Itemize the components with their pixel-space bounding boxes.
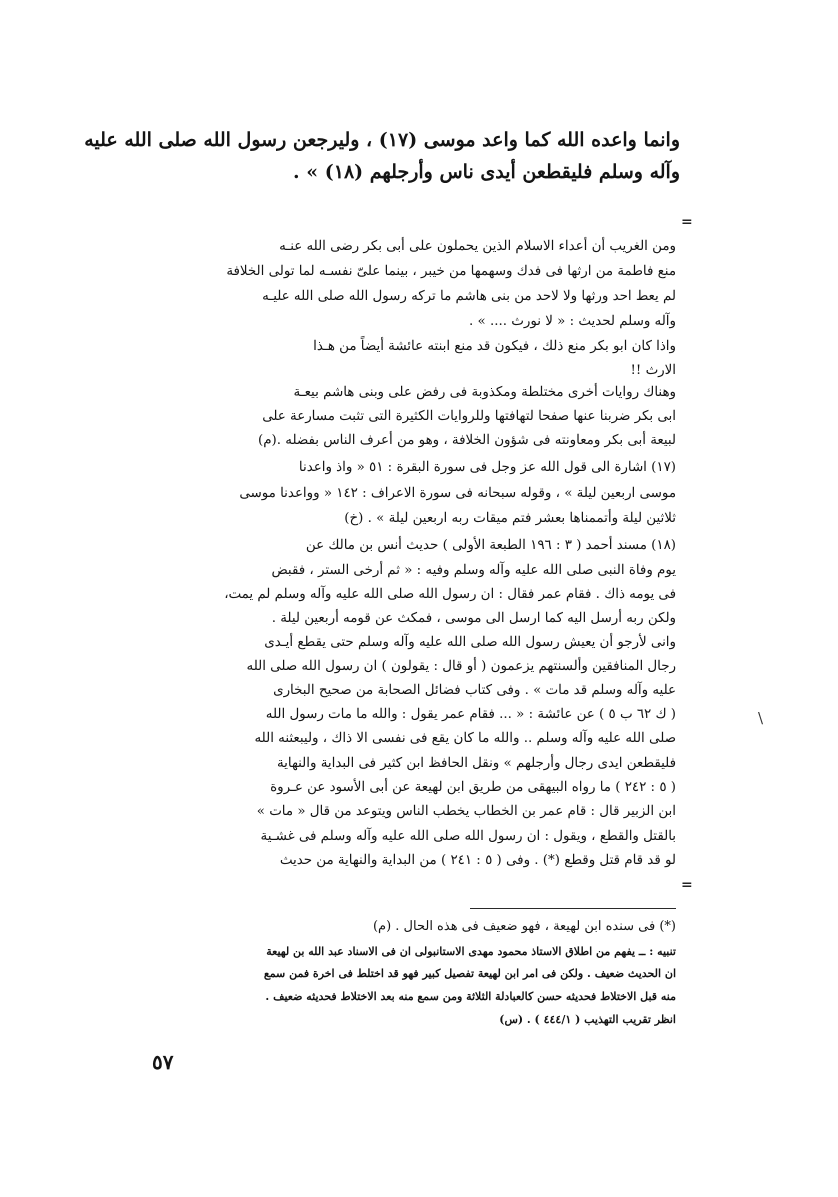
editor-note-line: منه قبل الاختلاط فحديثه حسن كالعبادلة الثلاثة ومن سمع منه بعد الاختلاط فحديثه ضعيف .: [265, 990, 676, 1003]
footnote-17-line: ثلاثين ليلة وأتممناها بعشر فتم ميقات ربه اربعين ليلة » . (خ): [344, 511, 676, 526]
footnote-17-line: (١٧) اشارة الى قول الله عز وجل فى سورة البقرة : ٥١ « واذ واعدنا: [298, 460, 676, 475]
quote-line: وانما واعده الله كما واعد موسى (١٧) ، وليرجعن رسول الله صلى الله عليه: [84, 129, 680, 151]
footnote-18-line: فليقطعن ايدى رجال وأرجلهم » ونقل الحافظ ابن كثير فى البداية والنهاية: [276, 756, 676, 771]
footnote-18-line: ( ك ٦٢ ب ٥ ) عن عائشة : « ... فقام عمر يقول : والله ما مات رسول الله: [265, 707, 676, 722]
footnote-18-line: (١٨) مسند أحمد ( ٣ : ١٩٦ الطبعة الأولى ) حديث أنس بن مالك عن: [305, 538, 676, 553]
body-line: الارث !!: [630, 363, 676, 378]
footnote-18-line: ولكن ربه أرسل اليه كما ارسل الى موسى ، فمكث عن قومه أربعين ليلة .: [271, 611, 676, 626]
body-line: منع فاطمة من ارثها فى فدك وسهمها من خيبر ، بينما علىّ نفسـه لما تولى الخلافة: [226, 264, 676, 279]
footnote-18-line: رجال المنافقين وألسنتهم يزعمون ( أو قال : يقولون ) ان رسول الله صلى الله: [246, 659, 676, 674]
body-line: لم يعط احد ورثها ولا لاحد من بنى هاشم ما تركه رسول الله صلى الله عليـه: [262, 289, 676, 304]
body-line: واذا كان ابو بكر منع ذلك ، فيكون قد منع ابنته عائشة أيضاً من هـذا: [313, 339, 676, 354]
body-line: ابى بكر ضربنا عنها صفحا لتهافتها وللروايات الكثيرة التى تثبت مسارعة على: [262, 409, 676, 424]
section-end-marker: =: [681, 877, 693, 893]
editor-note-line: انظر تقريب التهذيب ( ٤٤٤/١ ) . (س): [499, 1013, 676, 1026]
quote-line: وآله وسلم فليقطعن أيدى ناس وأرجلهم (١٨) » .: [293, 161, 680, 183]
footnote-18-line: ( ٥ : ٢٤٢ ) ما رواه البيهقى من طريق ابن لهيعة عن أبى الأسود عن عـروة: [270, 780, 676, 795]
footnote-separator: [470, 908, 676, 909]
footnote-18-line: وانى لأرجو أن يعيش رسول الله صلى الله عليه وآله وسلم حتى يقطع أيـدى: [264, 635, 676, 650]
footnote-asterisk: (*) فى سنده ابن لهيعة ، فهو ضعيف فى هذه الحال . (م): [372, 919, 676, 934]
footnote-18-line: يوم وفاة النبى صلى الله عليه وآله وسلم وفيه : « ثم أرخى الستر ، فقبض: [271, 563, 676, 578]
footnote-17-line: موسى اربعين ليلة » ، وقوله سبحانه فى سورة الاعراف : ١٤٢ « وواعدنا موسى: [239, 486, 676, 501]
footnote-18-line: صلى الله عليه وآله وسلم .. والله ما كان يقع فى نفسى الا ذاك ، وليبعثنه الله: [254, 731, 676, 746]
section-start-marker: =: [681, 214, 693, 230]
body-line: وآله وسلم لحديث : « لا نورث .... » .: [469, 314, 676, 329]
footnote-18-line: فى يومه ذاك . فقام عمر فقال : ان رسول الله صلى الله عليه وآله وسلم لم يمت،: [224, 587, 676, 602]
body-line: لبيعة أبى بكر ومعاونته فى شؤون الخلافة ، وهو من أعرف الناس بفضله .(م): [258, 433, 676, 448]
footnote-18-line: بالقتل والقطع ، ويقول : ان رسول الله صلى الله عليه وآله وسلم فى غشـية: [260, 829, 676, 844]
editor-note-line: تنبيه : ــ يفهم من اطلاق الاستاذ محمود مهدى الاستانبولى ان فى الاسناد عبد الله بن لهيعة: [266, 945, 676, 958]
body-line: وهناك روايات أخرى مختلطة ومكذوبة فى رفض على وبنى هاشم بيعـة: [293, 385, 676, 400]
editor-note-line: ان الحديث ضعيف . ولكن فى امر ابن لهيعة تفصيل كبير فهو قد اختلط فى اخرة فمن سمع: [263, 967, 676, 980]
footnote-18-line: لو قد قام قتل وقطع (*) . وفى ( ٥ : ٢٤١ ) من البداية والنهاية من حديث: [279, 853, 676, 868]
page-number: ٥٧: [152, 1050, 174, 1074]
footnote-18-line: ابن الزبير قال : قام عمر بن الخطاب يخطب الناس ويتوعد من قال « مات »: [256, 804, 676, 819]
body-line: ومن الغريب أن أعداء الاسلام الذين يحملون على أبى بكر رضى الله عنـه: [279, 239, 676, 254]
margin-mark: \: [758, 709, 764, 727]
footnote-18-line: عليه وآله وسلم قد مات » . وفى كتاب فضائل الصحابة من صحيح البخارى: [273, 683, 676, 698]
